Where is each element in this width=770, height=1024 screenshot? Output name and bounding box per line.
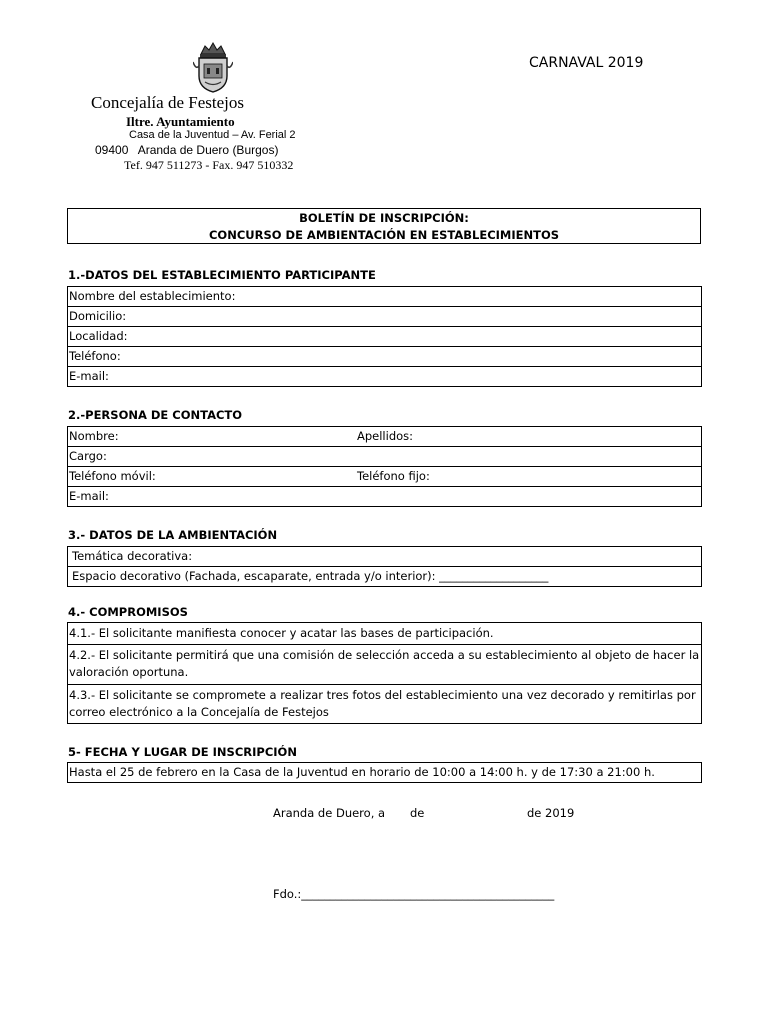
date-de: de <box>410 806 425 820</box>
commitment-item: 4.3.- El solicitante se compromete a realizar tres fotos del establecimiento una vez decorado y remitirlas por correo electrónico a la Concejalía de Festejos <box>69 688 696 719</box>
section-4-heading: 4.- COMPROMISOS <box>68 605 188 619</box>
section-3-heading: 3.- DATOS DE LA AMBIENTACIÓN <box>68 528 278 542</box>
field-decorative-theme[interactable]: Temática decorativa: <box>68 547 701 567</box>
coat-of-arms-icon <box>193 40 233 94</box>
field-decorative-space[interactable]: Espacio decorativo (Fachada, escaparate, entrada y/o interior): ___________________ <box>72 569 549 583</box>
field-establishment-name[interactable]: Nombre del establecimiento: <box>68 287 701 307</box>
contact-mobile-label: Teléfono móvil: <box>69 469 156 483</box>
org-name: Concejalía de Festejos <box>91 93 244 112</box>
contact-surname-label: Apellidos: <box>357 429 414 443</box>
contact-phones-row[interactable] <box>68 467 701 487</box>
form-title-line-1: BOLETÍN DE INSCRIPCIÓN: <box>299 211 469 225</box>
contact-email-label: E-mail: <box>69 489 109 503</box>
address-line-1: Casa de la Juventud – Av. Ferial 2 <box>129 129 296 141</box>
registration-date-place: Hasta el 25 de febrero en la Casa de la Juventud en horario de 10:00 a 14:00 h. y de 17:30 a 21:00 h. <box>69 765 655 779</box>
section-2-table <box>67 426 702 507</box>
section-2-heading: 2.-PERSONA DE CONTACTO <box>68 408 243 422</box>
form-title-box <box>67 208 701 244</box>
commitment-item: 4.1.- El solicitante manifiesta conocer y acatar las bases de participación. <box>68 623 701 645</box>
event-title: CARNAVAL 2019 <box>529 55 644 71</box>
field-address[interactable]: Domicilio: <box>68 307 701 327</box>
commitment-item: 4.2.- El solicitante permitirá que una comisión de selección acceda a su establecimiento al objeto de hacer la valoración oportuna. <box>68 645 701 685</box>
contact-name-label: Nombre: <box>69 429 119 443</box>
section-4-table <box>67 622 702 724</box>
contact-landline-label: Teléfono fijo: <box>357 469 430 483</box>
phone-fax: Tef. 947 511273 - Fax. 947 510332 <box>124 158 294 172</box>
contact-email-row[interactable] <box>68 487 701 507</box>
section-1-table <box>67 286 702 387</box>
contact-name-row[interactable] <box>68 427 701 447</box>
address-line-2: 09400 Aranda de Duero (Burgos) <box>95 143 279 157</box>
field-phone[interactable]: Teléfono: <box>68 347 701 367</box>
field-email[interactable]: E-mail: <box>69 369 109 383</box>
org-subtitle: Iltre. Ayuntamiento <box>126 114 235 129</box>
field-locality[interactable]: Localidad: <box>68 327 701 347</box>
contact-position-row[interactable] <box>68 447 701 467</box>
section-3-table <box>67 546 702 587</box>
section-5-table <box>67 762 702 783</box>
section-5-heading: 5- FECHA Y LUGAR DE INSCRIPCIÓN <box>68 745 297 759</box>
form-title-line-2: CONCURSO DE AMBIENTACIÓN EN ESTABLECIMIENTOS <box>208 228 560 242</box>
section-1-heading: 1.-DATOS DEL ESTABLECIMIENTO PARTICIPANTE <box>68 268 376 282</box>
contact-position-label: Cargo: <box>69 449 107 463</box>
date-year: de 2019 <box>527 806 575 820</box>
signature-line[interactable]: Fdo.:____________________________________________ <box>273 887 555 901</box>
date-place: Aranda de Duero, a <box>273 806 386 820</box>
